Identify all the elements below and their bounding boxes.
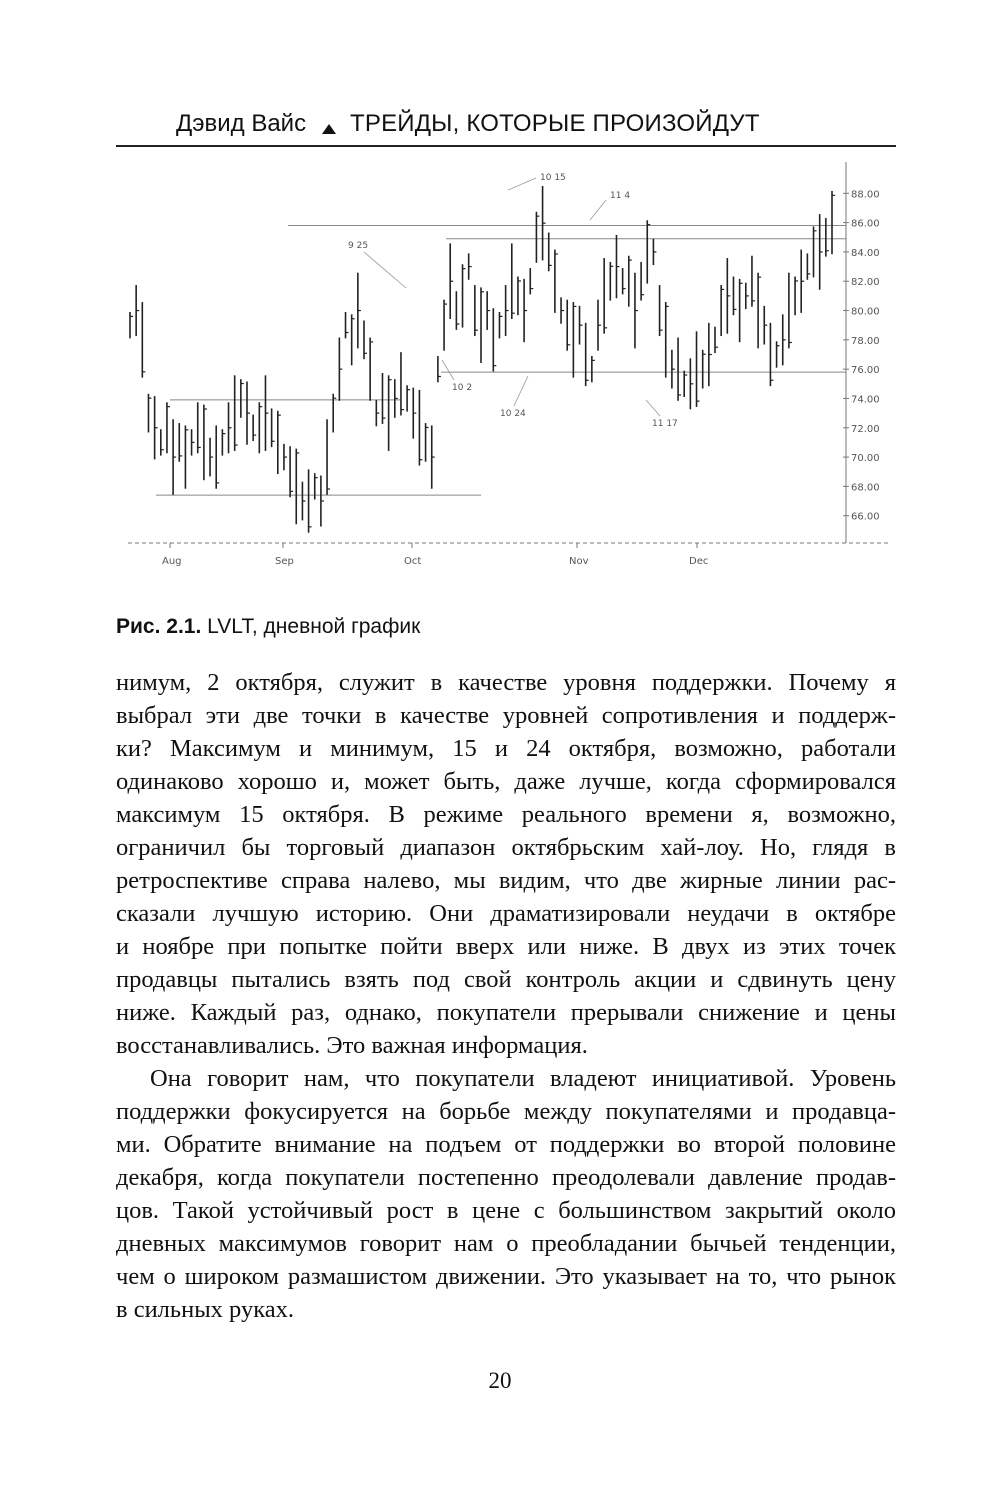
price-bar (493, 308, 496, 371)
y-tick-label: 78.00 (851, 335, 880, 347)
price-bar (623, 268, 626, 294)
price-bar (826, 218, 829, 257)
price-bar (290, 446, 293, 497)
y-axis-ticks (843, 189, 880, 522)
text-line: декабря, когда покупатели постепенно преодолевали давление продав- (116, 1164, 896, 1191)
price-bar (555, 250, 558, 313)
price-bar (567, 300, 570, 351)
price-bar (426, 423, 429, 462)
price-bar (204, 405, 207, 481)
price-bar (142, 302, 145, 378)
price-bar (339, 338, 342, 401)
price-bar (395, 379, 398, 418)
x-tick-label: Dec (689, 556, 709, 567)
price-bar (161, 429, 164, 455)
text-line: ретроспективе справа налево, мы видим, что две жирные линии рас- (116, 867, 896, 894)
price-bar (247, 381, 250, 444)
price-bar (370, 338, 373, 401)
text-line: цов. Такой устойчивый рост в цене с большинством закрытий около (116, 1197, 896, 1224)
price-bar (389, 375, 392, 451)
figure-caption (116, 615, 420, 639)
price-bar (284, 444, 287, 470)
price-bar (764, 306, 767, 345)
price-bar (475, 285, 478, 336)
price-bar (635, 273, 638, 349)
x-tick-label: Aug (162, 556, 182, 567)
price-bar (302, 482, 305, 521)
price-bar (401, 352, 404, 415)
price-bar (382, 373, 385, 424)
price-bar (185, 425, 188, 488)
price-bar (278, 411, 281, 474)
annotation-label: 10 15 (540, 173, 566, 183)
price-bar (499, 312, 502, 338)
price-bar (592, 356, 595, 382)
price-bar (346, 312, 349, 338)
price-bar (148, 394, 151, 433)
price-bar (518, 277, 521, 316)
price-bar (130, 312, 133, 338)
text-line: выбрал эти две точки в качестве уровней сопротивления и поддерж- (116, 702, 896, 729)
y-tick-label: 84.00 (851, 247, 880, 259)
text-line: сказали лучшую историю. Они драматизировали неудачи в октябре (116, 900, 896, 927)
text-line: ограничил бы торговый диапазон октябрьским хай-лоу. Но, глядя в (116, 834, 896, 861)
price-bar (358, 273, 361, 349)
price-bar (697, 331, 700, 407)
price-bar (610, 262, 613, 301)
price-bar (173, 419, 176, 495)
y-tick-label: 72.00 (851, 423, 880, 435)
price-bar (241, 379, 244, 418)
price-bar (709, 323, 712, 386)
price-bar (629, 256, 632, 307)
price-bar (210, 438, 213, 477)
price-bar (795, 277, 798, 316)
annotation-leader (514, 376, 528, 406)
y-tick-label: 82.00 (851, 277, 880, 289)
y-tick-label: 88.00 (851, 189, 880, 201)
price-bar (801, 250, 804, 313)
price-bar (352, 314, 355, 365)
text-line: чем о широком размашистом движении. Это указывает на то, что рынок (116, 1263, 896, 1290)
price-bar (327, 419, 330, 495)
price-bar (536, 212, 539, 263)
price-bar (506, 285, 509, 336)
text-line: максимум 15 октября. В режиме реального времени я, возможно, (116, 801, 896, 828)
annotation-label: 11 17 (652, 419, 678, 429)
text-line: нимум, 2 октября, служит в качестве уровня поддержки. Почему я (116, 669, 896, 696)
text-line: одинаково хорошо и, может быть, даже лучше, когда сформировался (116, 768, 896, 795)
header-book-title: ТРЕЙДЫ, КОТОРЫЕ ПРОИЗОЙДУТ (350, 110, 760, 137)
text-line: ниже. Каждый раз, однако, покупатели прерывали снижение и цены (116, 999, 896, 1026)
price-bar (703, 350, 706, 389)
price-bar (321, 476, 324, 527)
price-bar (235, 375, 238, 451)
price-bar (432, 425, 435, 488)
x-tick-label: Sep (275, 556, 294, 567)
price-bar (487, 291, 490, 330)
price-bar (647, 220, 650, 283)
annotation-leader (646, 400, 660, 416)
y-tick-label: 80.00 (851, 306, 880, 318)
price-bar (666, 302, 669, 378)
price-bar (216, 425, 219, 488)
price-bar (272, 408, 275, 447)
price-bar (229, 402, 232, 453)
header-author: Дэвид Вайс (176, 110, 307, 137)
price-bar (758, 273, 761, 349)
price-bar (198, 402, 201, 453)
price-bar (740, 279, 743, 342)
price-bar (783, 314, 786, 365)
running-header (116, 108, 896, 148)
price-bar (259, 402, 262, 453)
price-bar (524, 279, 527, 342)
annotation-label: 10 24 (500, 409, 526, 419)
text-line: и ноябре при попытке пойти вверх или ниже. В двух из этих точек (116, 933, 896, 960)
price-bar (167, 402, 170, 453)
price-bar (777, 341, 780, 367)
price-bar (413, 388, 416, 439)
text-line: ми. Обратите внимание на подъем от поддержки во второй половине (116, 1131, 896, 1158)
price-bar (721, 285, 724, 336)
price-bar (733, 277, 736, 316)
price-bar (604, 258, 607, 334)
x-tick-label: Nov (569, 556, 589, 567)
price-bar (770, 323, 773, 386)
price-bar (727, 258, 730, 334)
price-bar (573, 302, 576, 378)
price-bar (561, 297, 564, 323)
price-bars (130, 186, 835, 533)
annotation-label: 10 2 (452, 383, 473, 393)
price-bar (136, 285, 139, 336)
text-line: Она говорит нам, что покупатели владеют инициативой. Уровень (150, 1065, 896, 1092)
annotation-leader (442, 360, 454, 380)
price-bar (463, 264, 466, 327)
price-bar (364, 321, 367, 360)
x-tick-label: Oct (404, 556, 422, 567)
price-bar (580, 306, 583, 345)
price-bar (155, 396, 158, 459)
body-text (116, 666, 896, 1326)
price-bar (253, 415, 256, 441)
price-bar (469, 253, 472, 279)
price-bar (598, 300, 601, 351)
price-bar (407, 385, 410, 411)
y-tick-label: 76.00 (851, 365, 880, 377)
text-line: продавцы пытались взять под свой контроль акции и сдвинуть цену (116, 966, 896, 993)
price-bar (450, 243, 453, 319)
price-bar (376, 400, 379, 426)
price-chart (116, 150, 896, 580)
price-bar (672, 350, 675, 389)
price-bar (419, 390, 422, 466)
price-bar (678, 338, 681, 401)
price-bar (616, 235, 619, 298)
price-bar (265, 375, 268, 451)
y-tick-label: 68.00 (851, 482, 880, 494)
support-resistance-lines (156, 226, 846, 496)
x-axis-ticks (162, 543, 708, 567)
price-bar (456, 291, 459, 330)
text-line: поддержки фокусируется на борьбе между покупателями и продавца- (116, 1098, 896, 1125)
price-bar (807, 253, 810, 279)
annotation-leader (508, 178, 536, 190)
price-bar (438, 356, 441, 382)
price-bar (192, 429, 195, 455)
text-line: в сильных руках. (116, 1296, 294, 1323)
triangle-icon (322, 124, 336, 134)
price-bar (530, 268, 533, 294)
price-bar (653, 239, 656, 265)
price-bar (660, 285, 663, 336)
price-bar (512, 243, 515, 319)
price-bar (789, 273, 792, 349)
price-bar (752, 256, 755, 307)
price-bar (543, 186, 546, 260)
price-bar (690, 358, 693, 409)
text-line: дневных максимумов говорит нам о преобладании бычьей тенденции, (116, 1230, 896, 1257)
y-tick-label: 86.00 (851, 218, 880, 230)
price-bar (641, 262, 644, 301)
annotation-label: 11 4 (610, 191, 631, 201)
price-bar (296, 449, 299, 525)
text-line: ки? Максимум и минимум, 15 и 24 октября, возможно, работали (116, 735, 896, 762)
price-bar (814, 226, 817, 277)
caption-label: Рис. 2.1. (116, 615, 202, 638)
price-bar (179, 423, 182, 462)
caption-text: LVLT, дневной график (207, 615, 421, 638)
price-bar (444, 300, 447, 351)
price-bar (832, 191, 835, 254)
y-tick-label: 74.00 (851, 394, 880, 406)
text-line: восстанавливались. Это важная информация. (116, 1032, 588, 1059)
annotation-label: 9 25 (348, 241, 369, 251)
y-tick-label: 66.00 (851, 511, 880, 523)
annotation-leader (590, 200, 606, 220)
price-bar (715, 327, 718, 353)
price-bar (309, 469, 312, 532)
page-number: 20 (488, 1368, 512, 1393)
price-bar (684, 371, 687, 397)
price-bar (586, 323, 589, 386)
price-bar (481, 287, 484, 363)
price-bar (222, 429, 225, 455)
annotation-leader (364, 252, 406, 288)
header-rule (116, 145, 896, 147)
price-bar (746, 283, 749, 309)
y-tick-label: 70.00 (851, 453, 880, 465)
